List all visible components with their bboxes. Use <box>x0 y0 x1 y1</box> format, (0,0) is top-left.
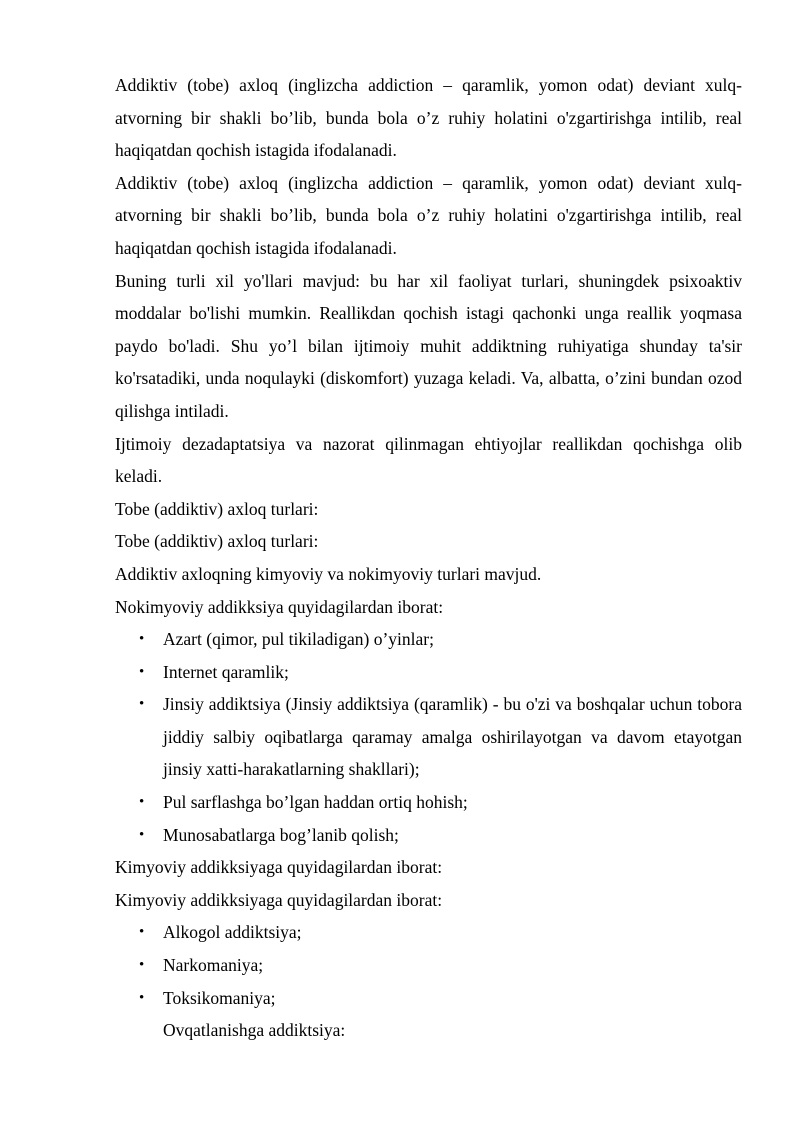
list-item <box>115 623 742 656</box>
paragraph-addictive-definition-repeat: Addiktiv (tobe) axloq (inglizcha addiction – qaramlik, yomon odat) deviant xulq-atvorning bir shakli bo’lib, bunda bola o’z ruhiy holatini o'zgartirishga intilib, real haqiqatdan qochish istagida ifodalanadi. <box>115 172 742 258</box>
heading-chemical: Kimyoviy addikksiyaga quyidagilardan iborat: <box>115 857 443 878</box>
nonchemical-list <box>115 623 742 851</box>
bullet-icon: • <box>139 957 145 974</box>
list-item-text: Toksikomaniya; <box>163 987 276 1008</box>
trailing-line-food-addiction: Ovqatlanishga addiktsiya: <box>163 1020 346 1041</box>
bullet-icon: • <box>139 663 145 680</box>
paragraph-addictive-definition: Addiktiv (tobe) axloq (inglizcha addiction – qaramlik, yomon odat) deviant xulq-atvorning bir shakli bo’lib, bunda bola o’z ruhiy holatini o'zgartirishga intilib, real haqiqatdan qochish istagida ifodalanadi. <box>115 75 742 161</box>
bullet-icon: • <box>139 989 145 1006</box>
paragraph-social-disadaptation: Ijtimoiy dezadaptatsiya va nazorat qilinmagan ehtiyojlar reallikdan qochishga olib keladi. <box>115 433 742 487</box>
document-page <box>115 69 742 1047</box>
list-item-text: Jinsiy addiktsiya (Jinsiy addiktsiya (qaramlik) - bu o'zi va boshqalar uchun tobora jiddiy salbiy oqibatlarga qaramay amalga oshirilayotgan va davom etayotgan jinsiy xatti-harakatlarning shakllari); <box>163 694 742 780</box>
bullet-icon: • <box>139 924 145 941</box>
list-item <box>115 819 742 852</box>
list-item-text: Alkogol addiktsiya; <box>163 922 302 943</box>
bullet-icon: • <box>139 696 145 713</box>
bullet-icon: • <box>139 631 145 648</box>
list-item <box>115 656 742 689</box>
list-item <box>115 982 742 1015</box>
paragraph-chemical-nonchemical: Addiktiv axloqning kimyoviy va nokimyoviy turlari mavjud. <box>115 563 542 584</box>
list-item <box>115 688 742 786</box>
list-item <box>115 949 742 982</box>
list-item-text: Azart (qimor, pul tikiladigan) o’yinlar; <box>163 629 434 650</box>
list-item-text: Narkomaniya; <box>163 955 264 976</box>
list-item <box>115 786 742 819</box>
paragraph-escape-ways: Buning turli xil yo'llari mavjud: bu har xil faoliyat turlari, shuningdek psixoaktiv moddalar bo'lishi mumkin. Reallikdan qochish istagi qachonki unga reallik yoqmasa paydo bo'ladi. Shu yo’l bilan ijtimoiy muhit addiktning ruhiyatiga shunday ta'sir ko'rsatadiki, unda noqulayki (diskomfort) yuzaga keladi. Va, albatta, o’zini bundan ozod qilishga intiladi. <box>115 270 742 421</box>
heading-chemical-repeat: Kimyoviy addikksiyaga quyidagilardan iborat: <box>115 889 443 910</box>
heading-addictive-types-repeat: Tobe (addiktiv) axloq turlari: <box>115 531 319 552</box>
list-item-text: Internet qaramlik; <box>163 661 289 682</box>
list-item-text: Pul sarflashga bo’lgan haddan ortiq hohish; <box>163 792 468 813</box>
heading-addictive-types: Tobe (addiktiv) axloq turlari: <box>115 498 319 519</box>
bullet-icon: • <box>139 794 145 811</box>
bullet-icon: • <box>139 826 145 843</box>
chemical-list <box>115 916 742 1014</box>
heading-nonchemical: Nokimyoviy addikksiya quyidagilardan iborat: <box>115 596 444 617</box>
list-item-text: Munosabatlarga bog’lanib qolish; <box>163 824 399 845</box>
list-item <box>115 916 742 949</box>
